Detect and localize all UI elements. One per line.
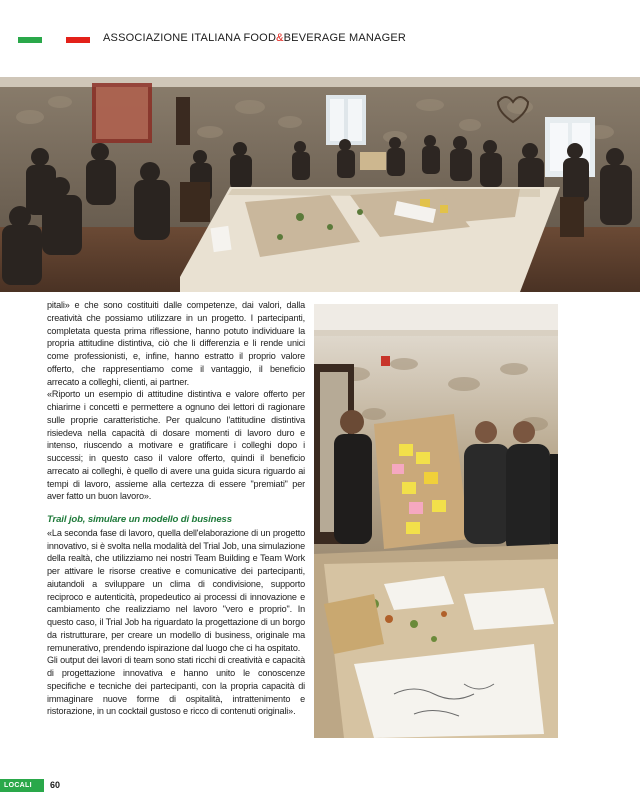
paragraph-2: «Riporto un esempio di attitudine distintiva e valore offerto per chiarirne i concetti e permettere a ognuno dei lettori di ragionare sulle proprie caratteristiche. Per qualcuno l'attitudine distintiva risiedeva nella capacità di dosare momenti di lavoro duro e intenso, riuscendo a motivare e gratificare i colleghi dopo i successi; in questo caso il valore offerto, quindi il beneficio arrecato ai colleghi, è quello di avere una guida sicura riguardo ai tempi di lavoro, assieme alla certezza di essere "premiati" per aver fatto un buon lavoro».: [47, 389, 305, 502]
article-body: [47, 299, 305, 718]
section-subheading: Trail job, simulare un modello di business: [47, 514, 232, 525]
paragraph-1: pitali» e che sono costituiti dalle competenze, dai valori, dalla creatività che possiamo utilizzare in un progetto. I partecipanti, completata questa prima riflessione, hanno potuto individuare la propria attitudine distintiva, ciò che li differenzia e li rende unici come professionisti, e, infine, hanno estratto il proprio valore offerto, che rappresentiamo come il vantaggio, il beneficio arrecato a colleghi, clienti, ai partner.: [47, 300, 305, 387]
header-title: ASSOCIAZIONE ITALIANA FOOD&BEVERAGE MANAGER: [103, 32, 407, 44]
participants-with-sticky-notes-photo: [314, 304, 558, 738]
paragraph-4: Gli output dei lavori di team sono stati ricchi di creatività e capacità di progettazione innovativa e hanno unito le conoscenze specifiche e tecniche dei partecipanti, con la propria capacità di immaginare nuove forme di ospitalità, intrattenimento e ristorazione, in un cocktail gustoso e ricco di contenuti originali».: [47, 655, 305, 717]
page-number: 60: [50, 780, 61, 790]
workshop-room-photo: [0, 77, 640, 292]
italian-flag-green-bar: [18, 37, 42, 43]
section-tag: LOCALI TOP: [0, 779, 44, 792]
italian-flag-red-bar: [66, 37, 90, 43]
paragraph-3: «La seconda fase di lavoro, quella dell'elaborazione di un progetto innovativo, si è svolta nella modalità del Trial Job, una simulazione della realtà, che utilizziamo nei nostri Team Building e Team Work per attivare le risorse creative e comunicative dei partecipanti, aiutandoli a sviluppare un clima di condivisione, supporto reciproco e autenticità, propedeutico ai processi di innovazione e cambiamento che realizziamo nel lavoro "vero e proprio". In questo caso, il Trial Job ha riguardato la progettazione di un borgo da ristrutturare, per creare un modello di business, originale ma remunerativo, prendendo ispirazione dal luogo che ci ha ospitato.: [47, 527, 305, 653]
